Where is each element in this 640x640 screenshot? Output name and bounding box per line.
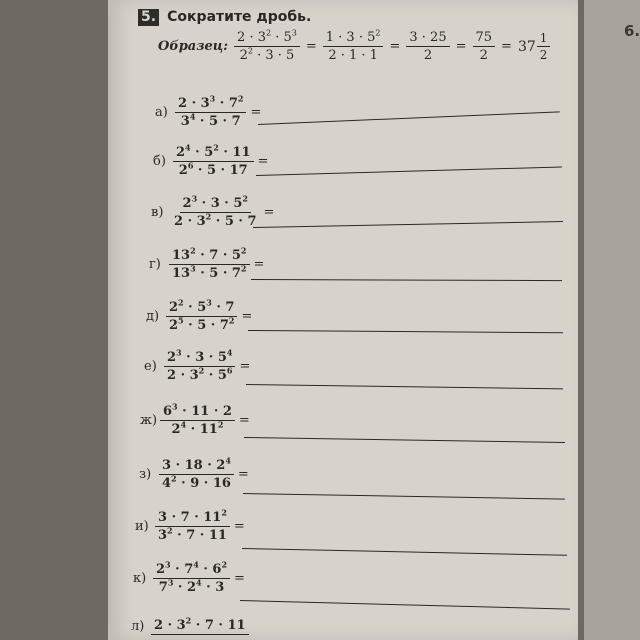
equals-sign: = — [253, 257, 265, 272]
exercise-item — [146, 297, 253, 333]
exercise-fraction: $\frac{2^4 \cdot 5^2 \cdot 11}{2^6 \cdot 5 \cdot 17}$ — [173, 145, 254, 178]
exercise-item — [149, 245, 265, 281]
equals-sign: = — [234, 571, 245, 586]
exercise-letter: и) — [135, 519, 149, 534]
exercise-letter: д) — [146, 309, 160, 324]
sample-solution — [158, 30, 550, 63]
equals-sign: = — [239, 359, 251, 374]
exercise-item — [151, 193, 275, 229]
exercise-item — [131, 615, 249, 635]
exercise-item — [153, 142, 269, 178]
exercise-fraction: $\frac{3 \cdot 18 \cdot 2^4}{4^2 \cdot 9 \cdot 16}$ — [159, 458, 234, 491]
exercise-fraction: $\frac{2^3 \cdot 7^4 \cdot 6^2}{7^3 \cdot 2^4 \cdot 3}$ — [153, 562, 230, 595]
exercise-fraction: $\frac{6^3 \cdot 11 \cdot 2}{2^4 \cdot 11^2}$ — [160, 404, 235, 437]
equals-sign: = — [241, 309, 253, 324]
exercise-item — [135, 507, 245, 543]
sample-label: Образец: — [158, 39, 229, 54]
exercise-item — [139, 455, 249, 491]
equals-sign: = — [455, 39, 467, 54]
sample-fraction-2: $\frac{1 \cdot 3 \cdot 5^2}{2 \cdot 1 \cdot 1}$ — [323, 30, 384, 63]
exercise-fraction: $2 \cdot 3^2 \cdot 7 \cdot 11$ — [151, 618, 249, 635]
exercise-letter: з) — [139, 467, 152, 482]
sample-result: 37 $\frac{1}{2}$ — [518, 31, 550, 62]
equals-sign: = — [501, 39, 512, 54]
exercise-fraction: $\frac{2^2 \cdot 5^3 \cdot 7}{2^5 \cdot 5 \cdot 7^2}$ — [166, 300, 237, 333]
sample-fraction-3: $\frac{3 \cdot 25}{2}$ — [406, 30, 449, 63]
equals-sign: = — [257, 154, 269, 169]
equals-sign: = — [250, 105, 262, 120]
next-task-number: 6. — [624, 22, 640, 40]
exercise-fraction: $\frac{3 \cdot 7 \cdot 11^2}{3^2 \cdot 7 \cdot 11}$ — [155, 510, 230, 543]
task-header — [138, 6, 311, 26]
exercise-item — [133, 559, 245, 595]
exercise-letter: в) — [151, 205, 164, 220]
exercise-fraction: $\frac{2^3 \cdot 3 \cdot 5^4}{2 \cdot 3^2 \cdot 5^6}$ — [164, 350, 235, 383]
task-title: Сократите дробь. — [167, 9, 312, 25]
sample-fraction-1: $\frac{2 \cdot 3^2 \cdot 5^3}{2^2 \cdot 3 \cdot 5}$ — [234, 30, 300, 63]
equals-sign: = — [305, 39, 317, 54]
exercise-letter: а) — [155, 105, 168, 120]
equals-sign: = — [237, 467, 249, 482]
exercise-fraction: $\frac{2 \cdot 3^3 \cdot 7^2}{3^4 \cdot 5 \cdot 7}$ — [175, 96, 246, 129]
exercise-letter: г) — [149, 257, 161, 272]
equals-sign: = — [238, 413, 250, 428]
task-number: 5. — [138, 9, 159, 26]
exercise-fraction: $\frac{13^2 \cdot 7 \cdot 5^2}{13^3 \cdot 5 \cdot 7^2}$ — [169, 248, 250, 281]
equals-sign: = — [389, 39, 401, 54]
equals-sign: = — [263, 205, 275, 220]
exercise-item — [155, 93, 262, 129]
exercise-letter: ж) — [140, 413, 158, 428]
exercise-fraction: $\frac{2^3 \cdot 3 \cdot 5^2}{2 \cdot 3^2 \cdot 5 \cdot 7}$ — [174, 193, 257, 229]
exercise-letter: к) — [133, 571, 147, 586]
equals-sign: = — [233, 519, 245, 534]
exercise-letter: е) — [144, 359, 157, 374]
exercise-item — [140, 401, 250, 437]
sample-fraction-4: $\frac{75}{2}$ — [473, 30, 496, 63]
exercise-letter: л) — [131, 619, 145, 634]
exercise-item — [144, 347, 251, 383]
exercise-letter: б) — [153, 154, 166, 169]
next-page-edge — [584, 0, 640, 640]
